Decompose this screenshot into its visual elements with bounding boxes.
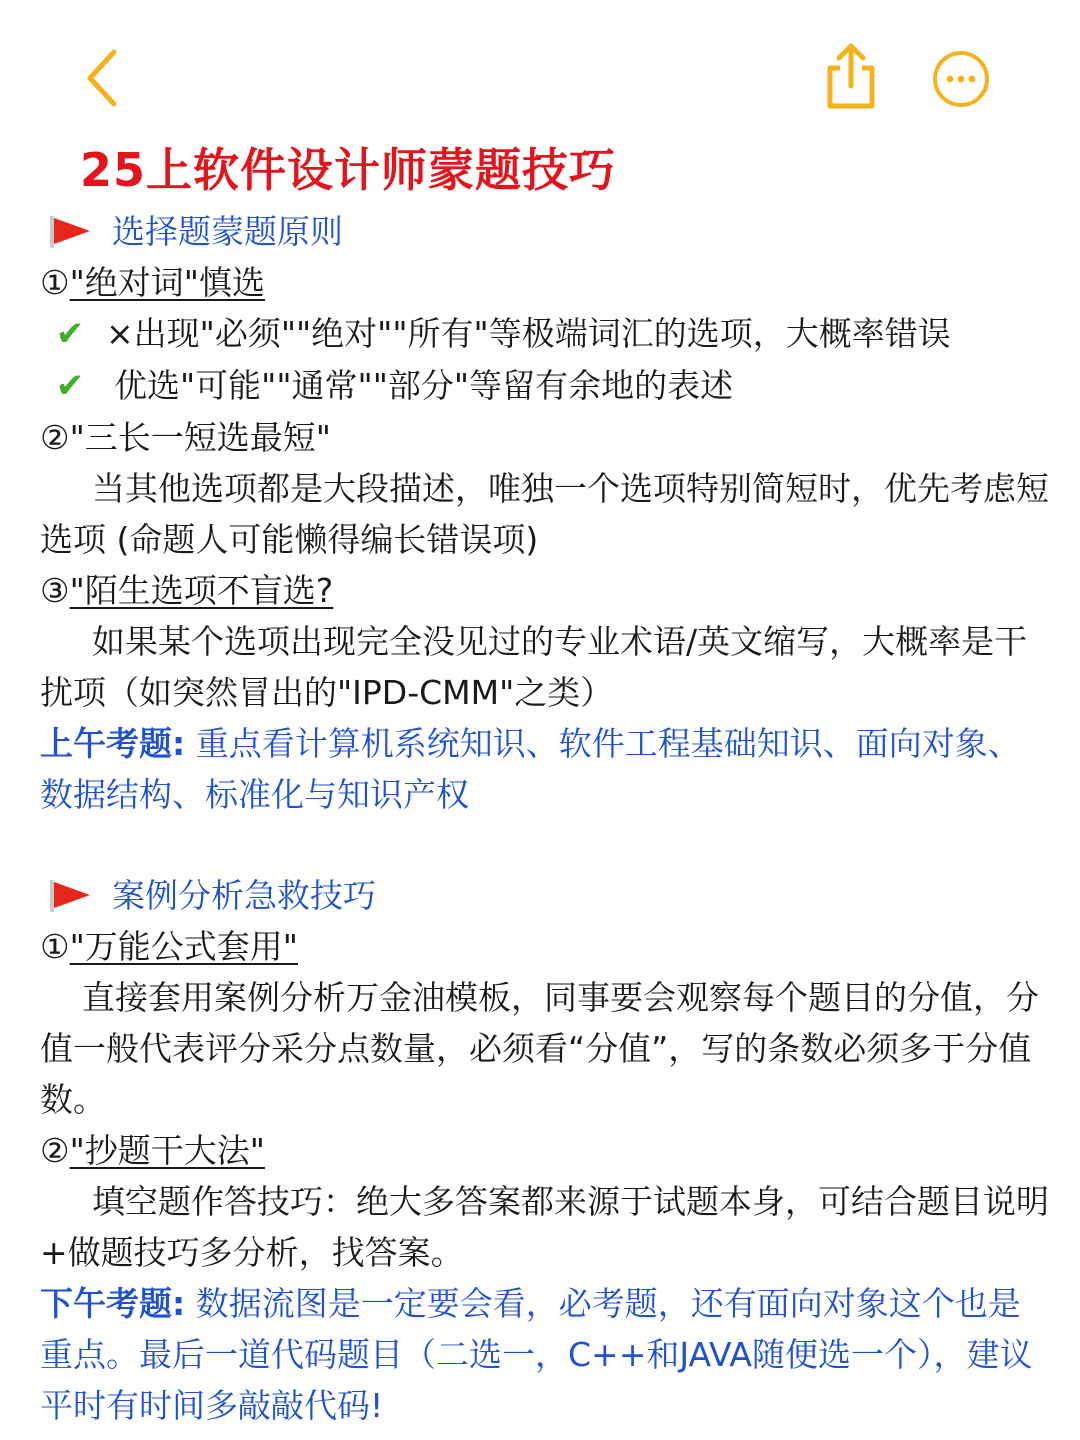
- checklist-text: 优选"可能""通常""部分"等留有余地的表述: [114, 366, 734, 405]
- exam-tip-morning: [40, 718, 1050, 820]
- rule-title: [40, 565, 1050, 616]
- note-content: [40, 138, 1050, 1431]
- back-button[interactable]: [70, 38, 140, 118]
- rule-title-text: "万能公式套用": [69, 927, 298, 966]
- top-navigation-bar: [0, 0, 1080, 150]
- checklist-text: ×出现"必须""绝对""所有"等极端词汇的选项，大概率错误: [106, 314, 951, 353]
- rule-title-text: "绝对词"慎选: [69, 263, 265, 302]
- paragraph-text: 填空题作答技巧：绝大多答案都来源于试题本身，可结合题目说明+做题技巧多分析，找答案。: [40, 1182, 1049, 1272]
- section-heading-multiple-choice: [40, 206, 1050, 257]
- section-heading-text: 选择题蒙题原则: [112, 212, 343, 251]
- share-icon: [818, 38, 884, 114]
- checklist-item: [40, 360, 1050, 412]
- paragraph-text: 直接套用案例分析万金油模板，同事要会观察每个题目的分值，分值一般代表评分采分点数量，必须看“分值”，写的条数必须多于分值数。: [40, 978, 1039, 1119]
- paragraph-text: 当其他选项都是大段描述，唯独一个选项特别简短时，优先考虑短选项 (命题人可能懒得编长错误项): [40, 469, 1049, 559]
- rule-title: [40, 921, 1050, 972]
- red-flag-icon: [48, 215, 94, 249]
- rule-title-text: "抄题干大法": [69, 1131, 265, 1170]
- page-title: 25上软件设计师蒙题技巧: [80, 143, 617, 197]
- rule-title-text: "陌生选项不盲选?: [69, 571, 334, 610]
- exam-tip-label: 下午考题:: [40, 1284, 186, 1323]
- check-mark-icon: ✔: [55, 366, 85, 406]
- section-heading-text: 案例分析急救技巧: [112, 876, 376, 915]
- section-heading-case-analysis: [40, 870, 1050, 921]
- red-flag-icon: [48, 879, 94, 913]
- more-icon: [930, 48, 992, 110]
- chevron-left-icon: [70, 38, 140, 118]
- rule-description: [40, 1176, 1050, 1278]
- rule-title: [40, 1125, 1050, 1176]
- rule-number: ③: [40, 571, 70, 610]
- exam-tip-label: 上午考题:: [40, 724, 186, 763]
- share-button[interactable]: [818, 38, 884, 114]
- rule-number: ①: [40, 263, 70, 302]
- exam-tip-text: 数据流图是一定要会看，必考题，还有面向对象这个也是重点。最后一道代码题目（二选一，C++和JAVA随便选一个），建议平时有时间多敲敲代码!: [40, 1284, 1033, 1425]
- rule-description: [40, 972, 1050, 1125]
- paragraph-text: 如果某个选项出现完全没见过的专业术语/英文缩写，大概率是干扰项（如突然冒出的"IPD-CMM"之类）: [40, 622, 1028, 712]
- rule-title: [40, 257, 1050, 308]
- exam-tip-afternoon: [40, 1278, 1050, 1431]
- checklist-item: [40, 308, 1050, 360]
- more-options-button[interactable]: [930, 48, 992, 110]
- exam-tip-text: 重点看计算机系统知识、软件工程基础知识、面向对象、数据结构、标准化与知识产权: [40, 724, 1021, 814]
- section-spacer: [40, 820, 1050, 870]
- rule-number: ①: [40, 927, 70, 966]
- rule-description: [40, 616, 1050, 718]
- rule-number: ②: [40, 1131, 70, 1170]
- check-mark-icon: ✔: [55, 314, 85, 354]
- rule-description: [40, 463, 1050, 565]
- rule-title: ②"三长一短选最短": [40, 418, 331, 457]
